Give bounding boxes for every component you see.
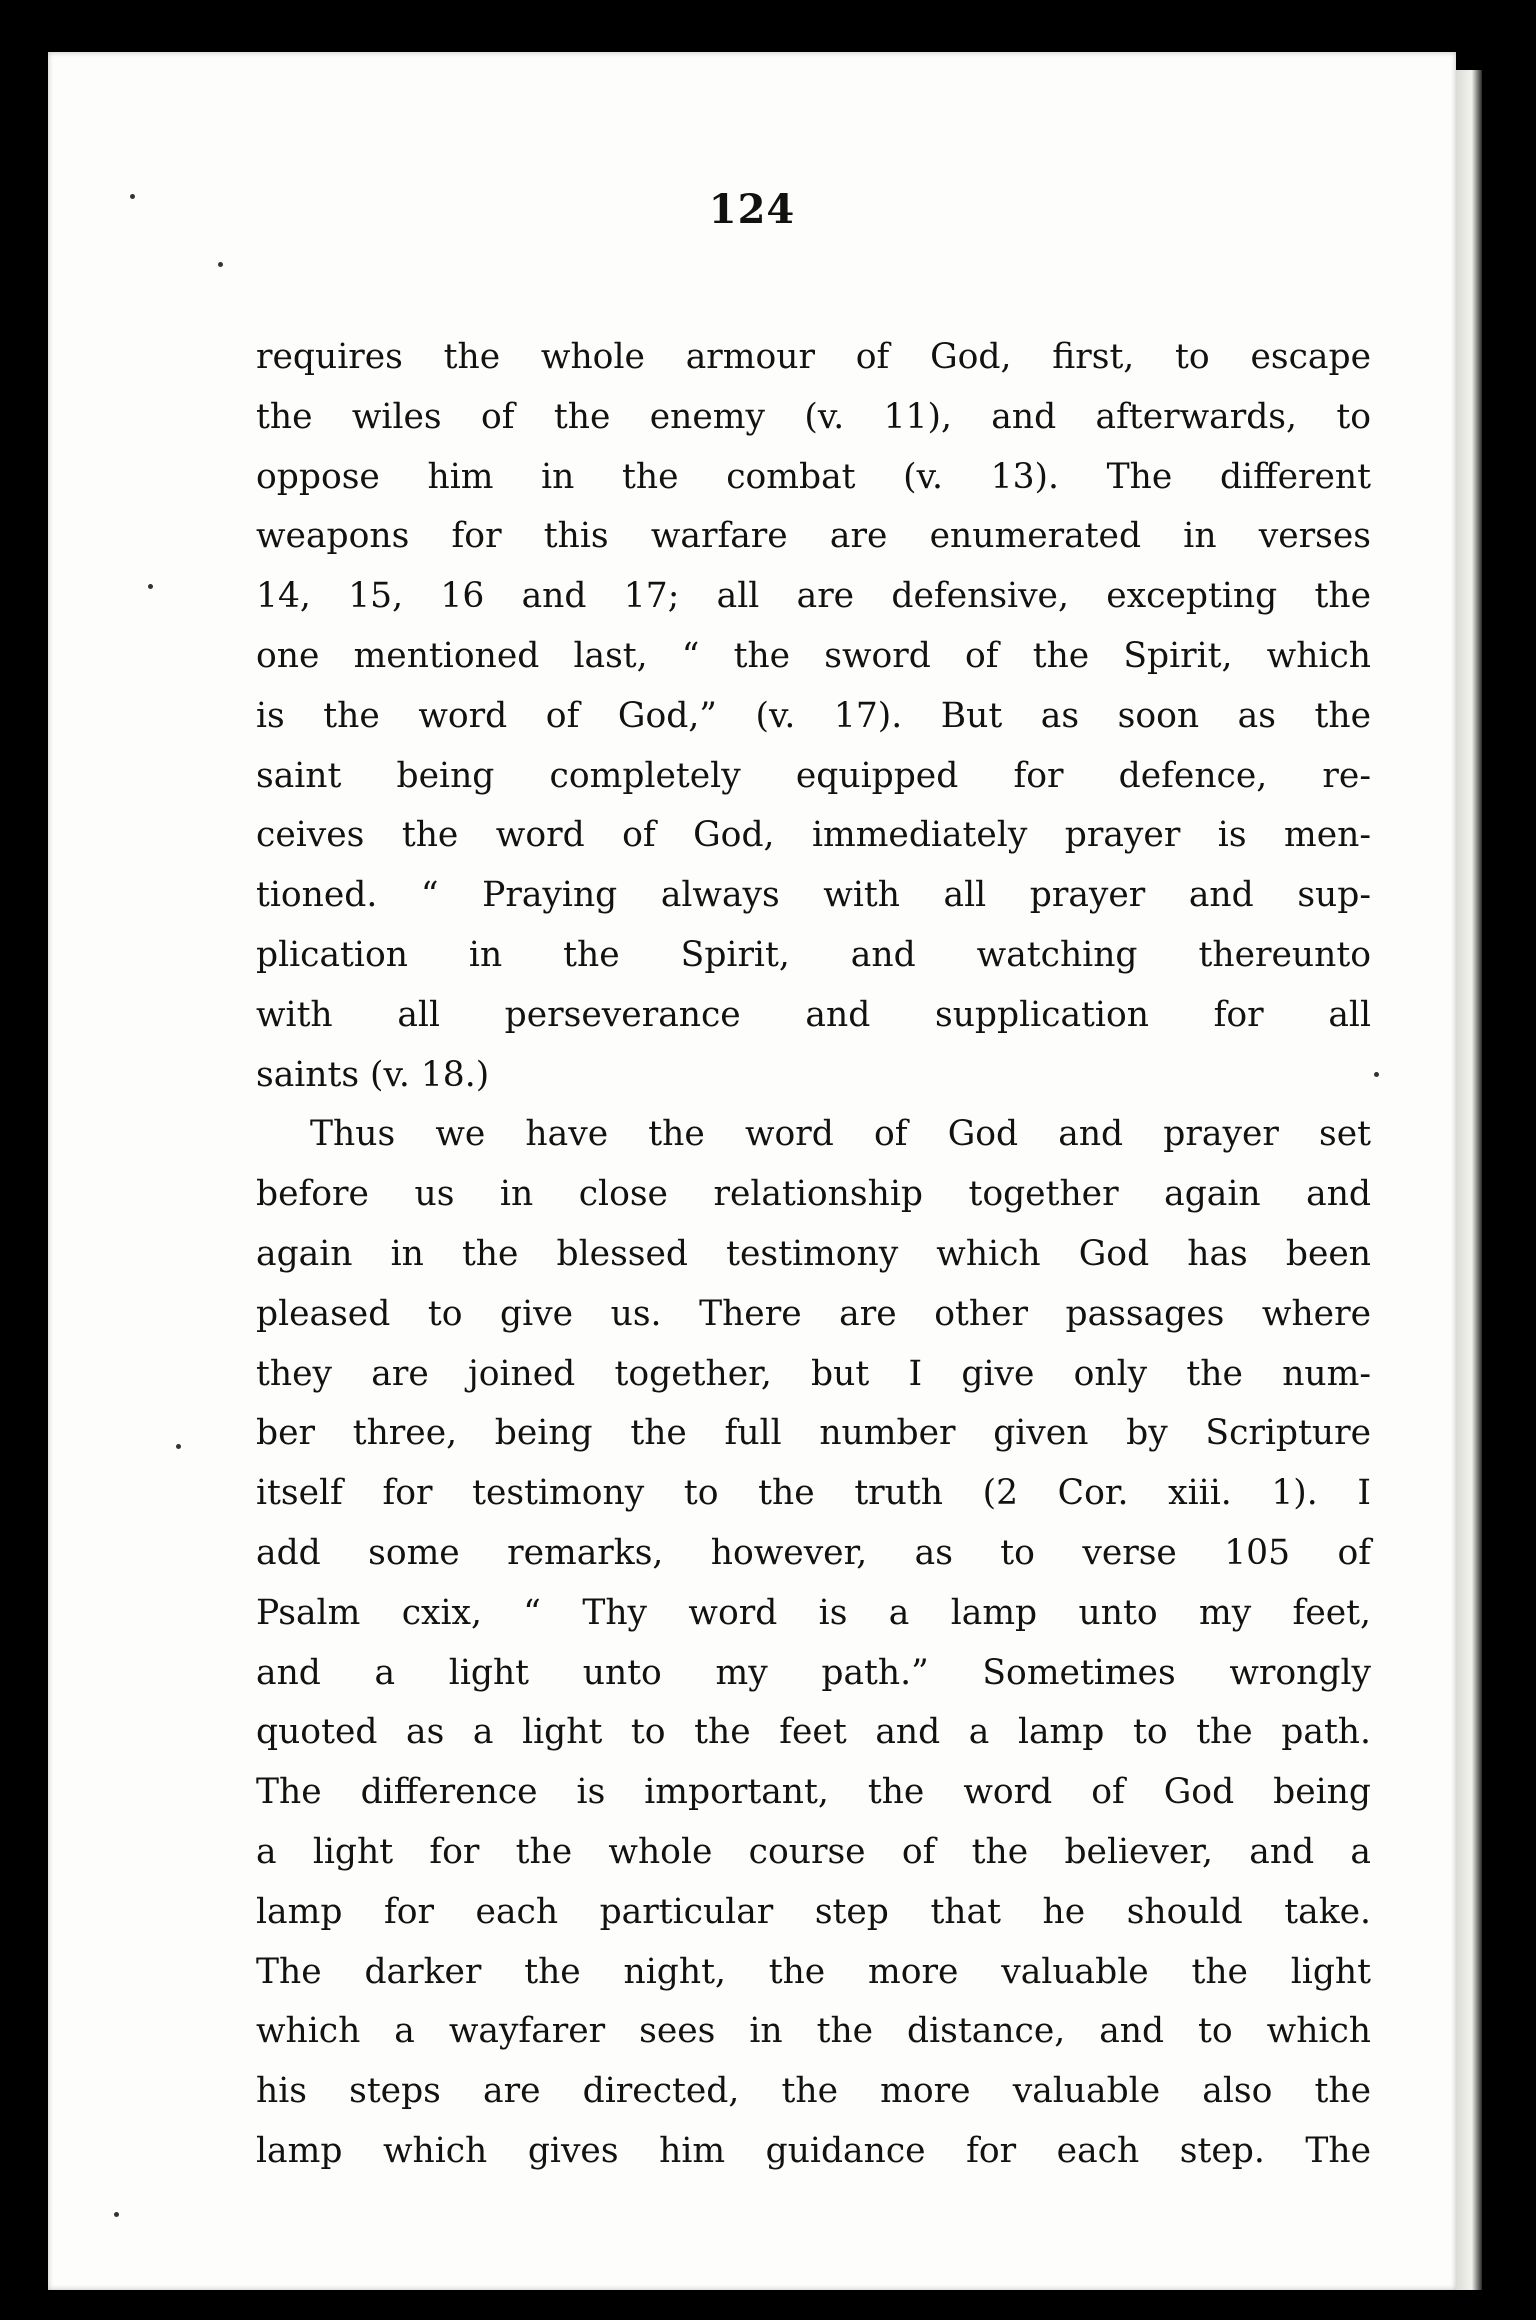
text-line: one mentioned last, “ the sword of the Spirit, which xyxy=(256,635,1371,676)
text-line: 14, 15, 16 and 17; all are defensive, excepting the xyxy=(256,576,1371,617)
book-page xyxy=(48,52,1456,2290)
paragraph-start-line: Thus we have the word of God and prayer set xyxy=(310,1114,1371,1155)
text-line: a light for the whole course of the believer, and a xyxy=(256,1831,1371,1872)
text-line: The darker the night, the more valuable the light xyxy=(256,1951,1371,1992)
text-line: ceives the word of God, immediately prayer is men- xyxy=(256,815,1371,856)
scan-speck xyxy=(218,262,223,267)
text-line: The difference is important, the word of God being xyxy=(256,1772,1371,1813)
text-line: add some remarks, however, as to verse 105 of xyxy=(256,1532,1371,1573)
text-line: before us in close relationship together again and xyxy=(256,1174,1371,1215)
text-line: pleased to give us. There are other passages where xyxy=(256,1293,1371,1334)
text-line: with all perseverance and supplication for all xyxy=(256,994,1371,1035)
text-line: tioned. “ Praying always with all prayer and sup- xyxy=(256,875,1371,916)
scan-speck xyxy=(148,584,153,589)
text-line: they are joined together, but I give only the num- xyxy=(256,1353,1371,1394)
page-number: 124 xyxy=(708,186,796,233)
text-line: his steps are directed, the more valuable also the xyxy=(256,2071,1371,2112)
text-line: the wiles of the enemy (v. 11), and afterwards, to xyxy=(256,396,1371,437)
text-line: Psalm cxix, “ Thy word is a lamp unto my feet, xyxy=(256,1592,1371,1633)
text-line: plication in the Spirit, and watching thereunto xyxy=(256,934,1371,975)
text-line: lamp for each particular step that he should take. xyxy=(256,1891,1371,1932)
body-text xyxy=(256,328,1371,2182)
text-line: again in the blessed testimony which God has been xyxy=(256,1233,1371,1274)
text-line: quoted as a light to the feet and a lamp to the path. xyxy=(256,1712,1371,1753)
text-line: weapons for this warfare are enumerated in verses xyxy=(256,516,1371,557)
text-line: oppose him in the combat (v. 13). The different xyxy=(256,456,1371,497)
text-line: which a wayfarer sees in the distance, and to which xyxy=(256,2011,1371,2052)
text-line: requires the whole armour of God, first, to escape xyxy=(256,337,1371,377)
scan-speck xyxy=(130,194,135,199)
text-line: ber three, being the full number given by Scripture xyxy=(256,1413,1371,1454)
scan-speck xyxy=(1374,1072,1379,1077)
text-line: is the word of God,” (v. 17). But as soon as the xyxy=(256,695,1371,736)
text-line: itself for testimony to the truth (2 Cor. xiii. 1). I xyxy=(256,1473,1371,1514)
page-fold-shadow xyxy=(1456,70,1482,2290)
scan-speck xyxy=(114,2212,119,2217)
scan-speck xyxy=(176,1444,181,1449)
page-edge xyxy=(1482,40,1536,2320)
paragraph-end-line: saints (v. 18.) xyxy=(256,1054,490,1095)
text-line: and a light unto my path.” Sometimes wrongly xyxy=(256,1652,1371,1693)
text-line: lamp which gives him guidance for each step. The xyxy=(256,2130,1371,2171)
text-line: saint being completely equipped for defence, re- xyxy=(256,755,1371,796)
